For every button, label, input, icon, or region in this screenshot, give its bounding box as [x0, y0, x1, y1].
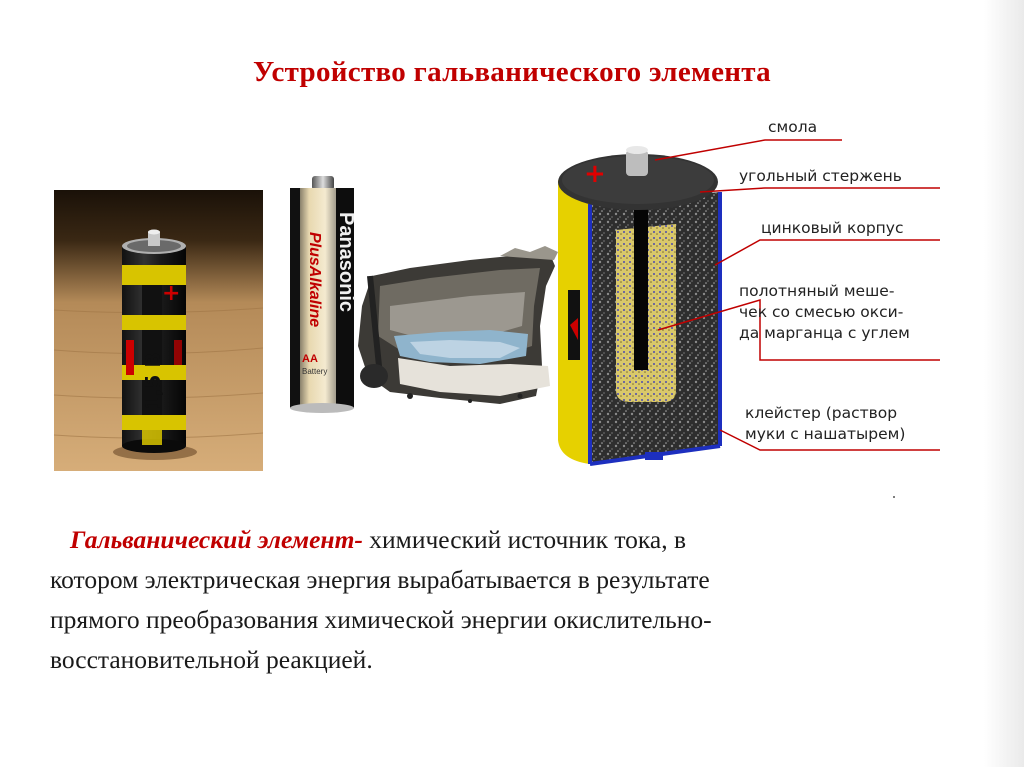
callout-paste-line: клейстер (раствор: [745, 404, 898, 422]
definition-line-3: прямого преобразования химической энергии окислительно-: [50, 605, 712, 634]
slide-title: Устройство гальванического элемента: [253, 56, 771, 88]
battery-voltage-label: 1,5 В: [141, 352, 165, 410]
cutaway-plus-mark: +: [584, 159, 606, 189]
callout-paste-line: муки с нашатырем): [745, 425, 906, 443]
definition-line-4: восстановительной реакцией.: [50, 645, 373, 674]
stray-dot: [893, 496, 895, 498]
definition-line-1: [50, 520, 980, 560]
aa-size-label: AA: [302, 353, 318, 365]
aa-line-label: PlusAlkaline: [306, 232, 323, 328]
callout-linen-bag-line: полотняный меше-: [739, 282, 895, 300]
aa-sub-label: Battery: [302, 367, 328, 376]
callout-linen-bag-line: чек со смесью окси-: [739, 303, 904, 321]
definition-term: Гальванический элемент-: [70, 525, 363, 554]
callout-paste: [745, 403, 905, 445]
aa-brand-label: Panasonic: [335, 212, 357, 313]
callout-carbon-rod: угольный стержень: [739, 167, 902, 185]
callout-linen-bag: [739, 281, 910, 344]
callout-zinc-case: цинковый корпус: [761, 219, 904, 237]
definition-text-1: химический источник тока, в: [362, 525, 687, 554]
definition-paragraph: [50, 520, 980, 680]
callout-resin: смола: [768, 118, 818, 136]
battery-plus-mark: +: [162, 281, 181, 306]
definition-line-2: котором электрическая энергия вырабатывается в результате: [50, 565, 710, 594]
callout-linen-bag-line: да марганца с углем: [739, 324, 910, 342]
